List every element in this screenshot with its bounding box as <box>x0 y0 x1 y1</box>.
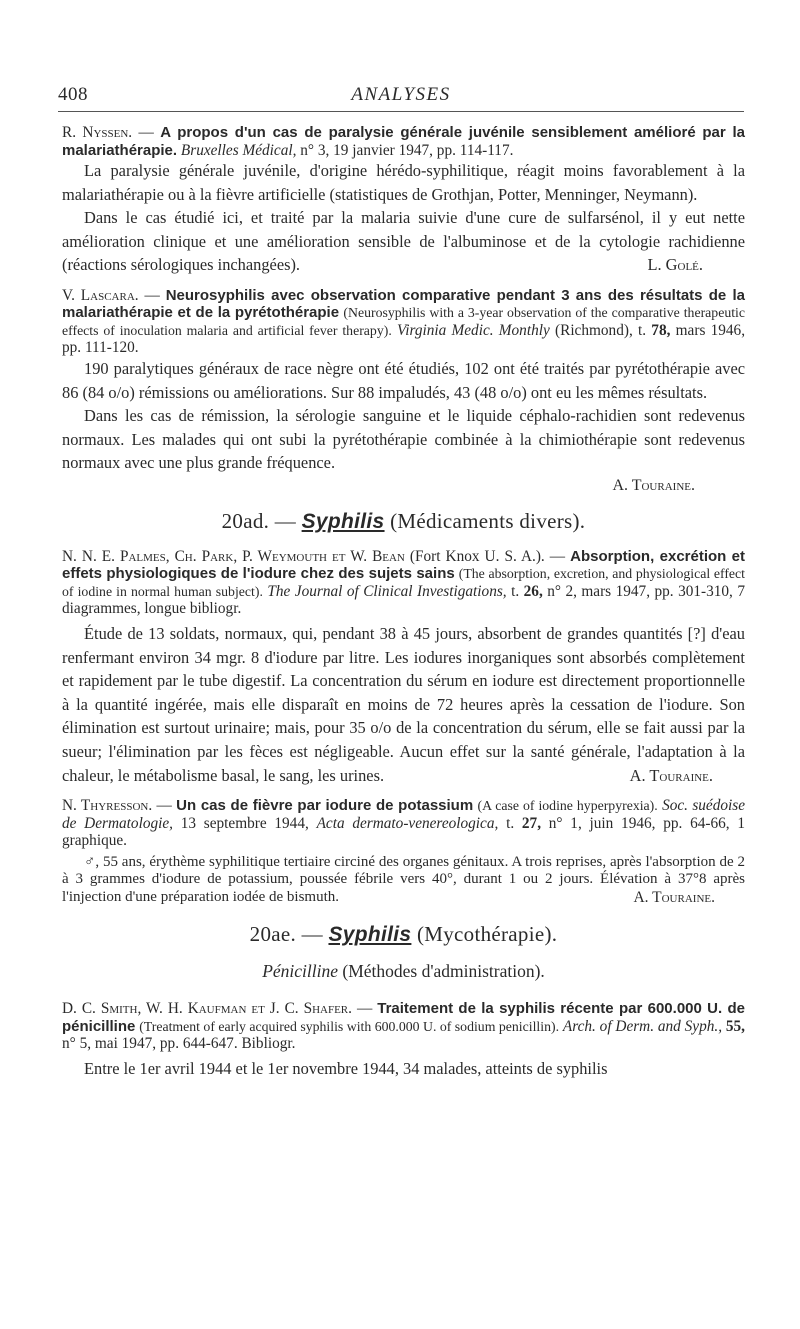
abstract-signature: A. Touraine. <box>629 765 713 785</box>
citation-dash: — <box>356 1000 373 1018</box>
page-number: 408 <box>58 84 88 105</box>
abstract-paragraph: La paralysie générale juvénile, d'origine hérédo-syphilitique, réagit moins favorablement à la malariathérapie ou à la fièvre artificielle (statistiques de Grothjan, Potter, Menninger, Neymann). <box>62 161 745 204</box>
citation-volume: 26, <box>523 582 543 600</box>
header-rule <box>58 111 744 112</box>
citation-source: The Journal of Clinical Investigations, <box>267 582 507 600</box>
citation-title: Un cas de fièvre par iodure de potassium <box>176 797 474 815</box>
citation-details: n° 3, 19 janvier 1947, pp. 114-117. <box>300 141 514 159</box>
citation-title: Absorption, excrétion et effets physiologiques de l'iodure chez des sujets sains <box>62 547 746 583</box>
citation-volume: 78, <box>651 321 671 339</box>
citation-translation: (A case of iodine hyperpyrexia). <box>477 798 658 814</box>
subsection-title: Pénicilline <box>262 961 338 982</box>
citation-volume: 55, <box>725 1017 745 1035</box>
citation-translation: (Neurosyphilis with a 3-year observation of the comparative therapeutic effects of inoculation malaria and artificial fever therapy). <box>62 305 746 338</box>
citation-author: R. Nyssen. <box>62 124 133 141</box>
abstract-citation <box>62 1000 745 1053</box>
citation-author: N. Thyresson. <box>62 797 153 815</box>
section-title: Syphilis <box>328 923 412 947</box>
section-title: Syphilis <box>301 509 385 533</box>
citation-author: N. N. E. Palmes, Ch. Park, P. Weymouth et W. Bean <box>62 547 405 565</box>
section-number: 20ad. — <box>221 508 297 533</box>
citation-location: (Fort Knox U. S. A.). <box>409 547 545 565</box>
citation-details-pre: t. <box>506 814 515 832</box>
citation-title: Neurosyphilis avec observation comparative pendant 3 ans des résultats de la malariathérapie et de la pyrétothérapie <box>62 286 745 322</box>
subsection-heading <box>62 961 745 982</box>
abstract-signature: A. Touraine. <box>633 888 715 906</box>
citation-dash: — <box>144 286 160 304</box>
abstract-citation <box>62 548 745 618</box>
abstract-paragraph: 190 paralytiques généraux de race nègre ont été étudiés, 102 ont été traités par pyrétothérapie avec 86 (84 o/o) rémissions ou améliorations. Sur 88 impaludés, 43 (48 o/o) ont eu les mêmes résultats. <box>62 358 745 402</box>
citation-source-secondary: Acta dermato-venereologica, <box>316 814 499 832</box>
abstract-paragraph-text: Dans le cas étudié ici, et traité par la malaria suivie d'une cure de sulfarsénol, il y eut nette amélioration clinique et une amélioration sensible de l'albuminose et de la cytologie rachidienne (réactions sérologiques inchangées). <box>62 208 745 275</box>
section-subtitle: (Mycothérapie). <box>416 922 558 947</box>
running-title: ANALYSES <box>351 84 451 105</box>
citation-translation: (The absorption, excretion, and physiological effect of iodine in normal human subject). <box>62 566 746 599</box>
citation-details-pre: t. <box>511 582 520 600</box>
citation-dash: — <box>156 797 172 815</box>
section-heading <box>62 922 745 947</box>
page-header <box>58 84 744 108</box>
citation-title: A propos d'un cas de paralysie générale juvénile sensiblement amélioré par la malariathérapie. <box>62 124 745 159</box>
abstract-citation <box>62 287 745 357</box>
citation-source: Arch. of Derm. and Syph., <box>562 1017 723 1035</box>
citation-translation: (Treatment of early acquired syphilis with 600.000 U. of sodium penicillin). <box>139 1018 560 1034</box>
abstract-paragraph-text: ♂, 55 ans, érythème syphilitique tertiaire circiné des organes génitaux. A trois reprises, après l'absorption de 2 à 3 grammes d'iodure de potassium, poussée fébrile vers 40°, durant 1 ou 2 jours. Élévation à 37°8 après l'injection d'une préparation iodée de bismuth. <box>62 853 745 905</box>
abstract-citation <box>62 797 745 850</box>
abstract-signature-line <box>62 475 745 497</box>
abstract-signature: L. Golé. <box>647 255 703 275</box>
abstract-paragraph <box>62 622 745 787</box>
citation-details: mars 1946, pp. 111-120. <box>62 321 746 357</box>
abstract-paragraph <box>62 206 745 277</box>
abstract-paragraph: Entre le 1er avril 1944 et le 1er novembre 1944, 34 malades, atteints de syphilis <box>84 1058 608 1078</box>
citation-details: n° 1, juin 1946, pp. 64-66, 1 graphique. <box>62 814 745 850</box>
abstract-citation <box>62 124 745 159</box>
citation-volume: 27, <box>521 814 542 832</box>
citation-dash: — <box>138 124 154 141</box>
subsection-subtitle: (Méthodes d'administration). <box>342 961 545 982</box>
citation-details-pre: (Richmond), t. <box>555 321 647 339</box>
citation-source: Virginia Medic. Monthly <box>397 321 550 339</box>
citation-title: Traitement de la syphilis récente par 600.000 U. de pénicilline <box>62 1000 745 1035</box>
citation-source: Bruxelles Médical, <box>180 141 297 159</box>
abstract-signature: A. Touraine. <box>612 476 695 494</box>
section-number: 20ae. — <box>249 922 323 947</box>
citation-source: Soc. suédoise de Dermatologie, <box>62 797 746 832</box>
citation-author: V. Lascara. <box>62 286 139 304</box>
page-content <box>62 120 745 1080</box>
citation-details: n° 5, mai 1947, pp. 644-647. Bibliogr. <box>62 1035 296 1053</box>
abstract-paragraph <box>62 854 745 907</box>
section-subtitle: (Médicaments divers). <box>390 508 586 533</box>
abstract-paragraph: Dans les cas de rémission, la sérologie sanguine et le liquide céphalo-rachidien sont redevenus normaux. Les malades qui ont subi la pyrétothérapie combinée à la chimiothérapie sont redevenus normaux avec une plus grande fréquence. <box>62 406 745 473</box>
citation-details: n° 2, mars 1947, pp. 301-310, 7 diagrammes, longue bibliogr. <box>62 582 745 618</box>
abstract-paragraph-text: Étude de 13 soldats, normaux, qui, pendant 38 à 45 jours, absorbent de grandes quantités [?] d'eau renfermant environ 34 mgr. 8 d'iodure par litre. Les iodures inorganiques sont absorbés complètement et rapidement par le tube digestif. La concentration du sérum en iodure est directement proportionnelle à la quantité ingérée, mais elle disparaît en moins de 72 heures après la cessation de l'iodure. Son élimination est surtout urinaire; mais, pour 35 o/o de la concentration du sérum, elle se fait aussi par la sueur; l'élimination par les fèces est négligeable. Aucun effet sur la santé générale, l'adaptation à la chaleur, le métabolisme basal, le sang, les urines. <box>62 623 745 785</box>
citation-dash: — <box>549 547 566 565</box>
citation-details-mid: 13 septembre 1944, <box>180 814 309 832</box>
citation-author: D. C. Smith, W. H. Kaufman et J. C. Shafer. <box>62 1000 352 1018</box>
section-heading <box>62 509 745 534</box>
